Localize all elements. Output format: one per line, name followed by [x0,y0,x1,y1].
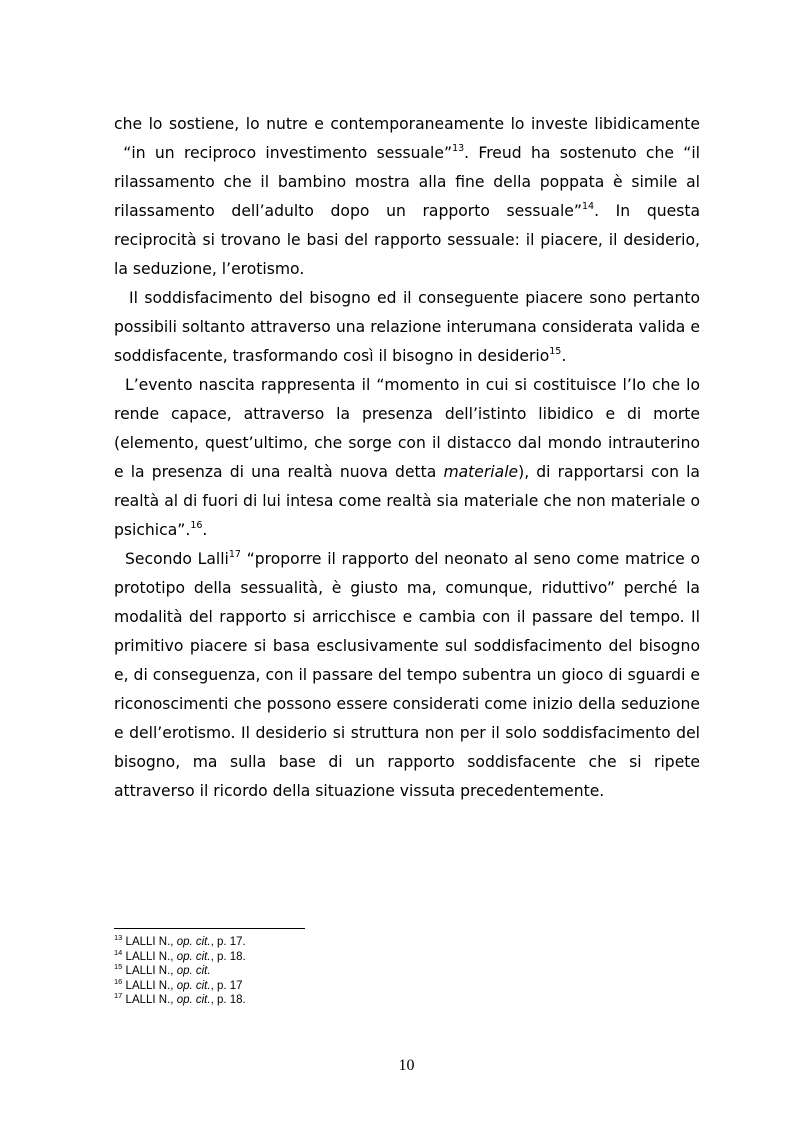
footnote-number: 14 [114,947,123,957]
footnote-ref-16: 16 [190,519,203,531]
footnote-author: LALLI N., [125,979,177,992]
footnote-author: LALLI N., [125,950,177,963]
footnote-number: 16 [114,976,123,986]
paragraph-3-emphasis: materiale [443,463,519,481]
paragraph-1-text-b: . Freud ha sostenuto che “il rilassamento che il bambino mostra alla fine della poppata è simile al rilassamento dell’adulto dopo un rapporto sessuale” [114,144,701,220]
footnote-number: 13 [114,933,123,943]
paragraph-4-text-b: “proporre il rapporto del neonato al seno come matrice o prototipo della sessualità, è giusto ma, comunque, riduttivo” perché la modalità del rapporto si arricchisce e cambia con il passare del tempo. Il primitivo piacere si basa esclusivamente sul soddisfacimento del bisogno e, di conseguenza, con il passare del tempo subentra un gioco di sguardi e riconoscimenti che possono essere considerati come inizio della seduzione e dell’erotismo. Il desiderio si struttura non per il solo soddisfacimento del bisogno, ma sulla base di un rapporto soddisfacente che si ripete attraverso il ricordo della situazione vissuta precedentemente. [114,550,700,800]
body-text [114,110,700,806]
paragraph-2-text-b: . [561,347,567,365]
footnote-number: 15 [114,962,123,972]
footnote-author: LALLI N., [125,965,177,977]
paragraph-4 [114,545,700,806]
paragraph-3-text-a: L’evento nascita rappresenta il “momento in cui si costituisce l’Io che lo rende capace, attraverso la presenza dell’istinto libidico e di morte (elemento, quest’ultimo, che sorge con il distacco dal mondo intrauterino e la presenza di una realtà nuova detta [114,376,700,481]
footnote-16 [114,976,514,994]
footnote-page: , p. 17. [210,936,246,948]
paragraph-3-text-c: . [202,521,208,539]
footnote-13 [114,935,514,950]
paragraph-1 [114,110,700,284]
footnote-separator [114,928,305,929]
footnotes [114,935,514,1008]
footnote-author: LALLI N., [125,994,177,1006]
footnote-15 [114,964,514,979]
footnote-page: , p. 17 [210,979,243,992]
paragraph-4-text-a: Secondo Lalli [125,550,229,568]
footnote-citation: op. cit. [176,950,211,963]
footnote-citation: op. cit. [176,936,211,948]
footnote-author: LALLI N., [125,936,177,948]
footnote-14 [114,947,514,965]
footnote-ref-14: 14 [581,200,595,212]
paragraph-1-text-c: . In questa reciprocità si trovano le basi del rapporto sessuale: il piacere, il desiderio, la seduzione, l’erotismo. [114,202,701,278]
footnote-ref-15: 15 [549,345,562,357]
footnote-number: 17 [114,991,123,1001]
footnote-citation: op. cit. [176,994,211,1006]
footnote-ref-17: 17 [228,548,241,560]
footnote-citation: op. cit. [176,965,211,977]
footnote-ref-13: 13 [452,142,465,154]
footnote-page: , p. 18. [210,994,246,1006]
footnote-17 [114,993,514,1008]
footnote-citation: op. cit. [176,979,211,992]
footnote-page: , p. 18. [210,950,246,963]
paragraph-2-text-a: Il soddisfacimento del bisogno ed il conseguente piacere sono pertanto possibili soltanto attraverso una relazione interumana considerata valida e soddisfacente, trasformando così il bisogno in desiderio [114,289,700,365]
paragraph-3 [114,371,700,545]
page-number: 10 [398,1057,415,1074]
paragraph-3-text-b: ), di rapportarsi con la realtà al di fuori di lui intesa come realtà sia materiale che non materiale o psichica”. [114,463,700,539]
paragraph-1-text-a: che lo sostiene, lo nutre e contemporaneamente lo investe libidicamente “in un reciproco investimento sessuale” [114,115,700,162]
paragraph-2 [114,284,700,371]
